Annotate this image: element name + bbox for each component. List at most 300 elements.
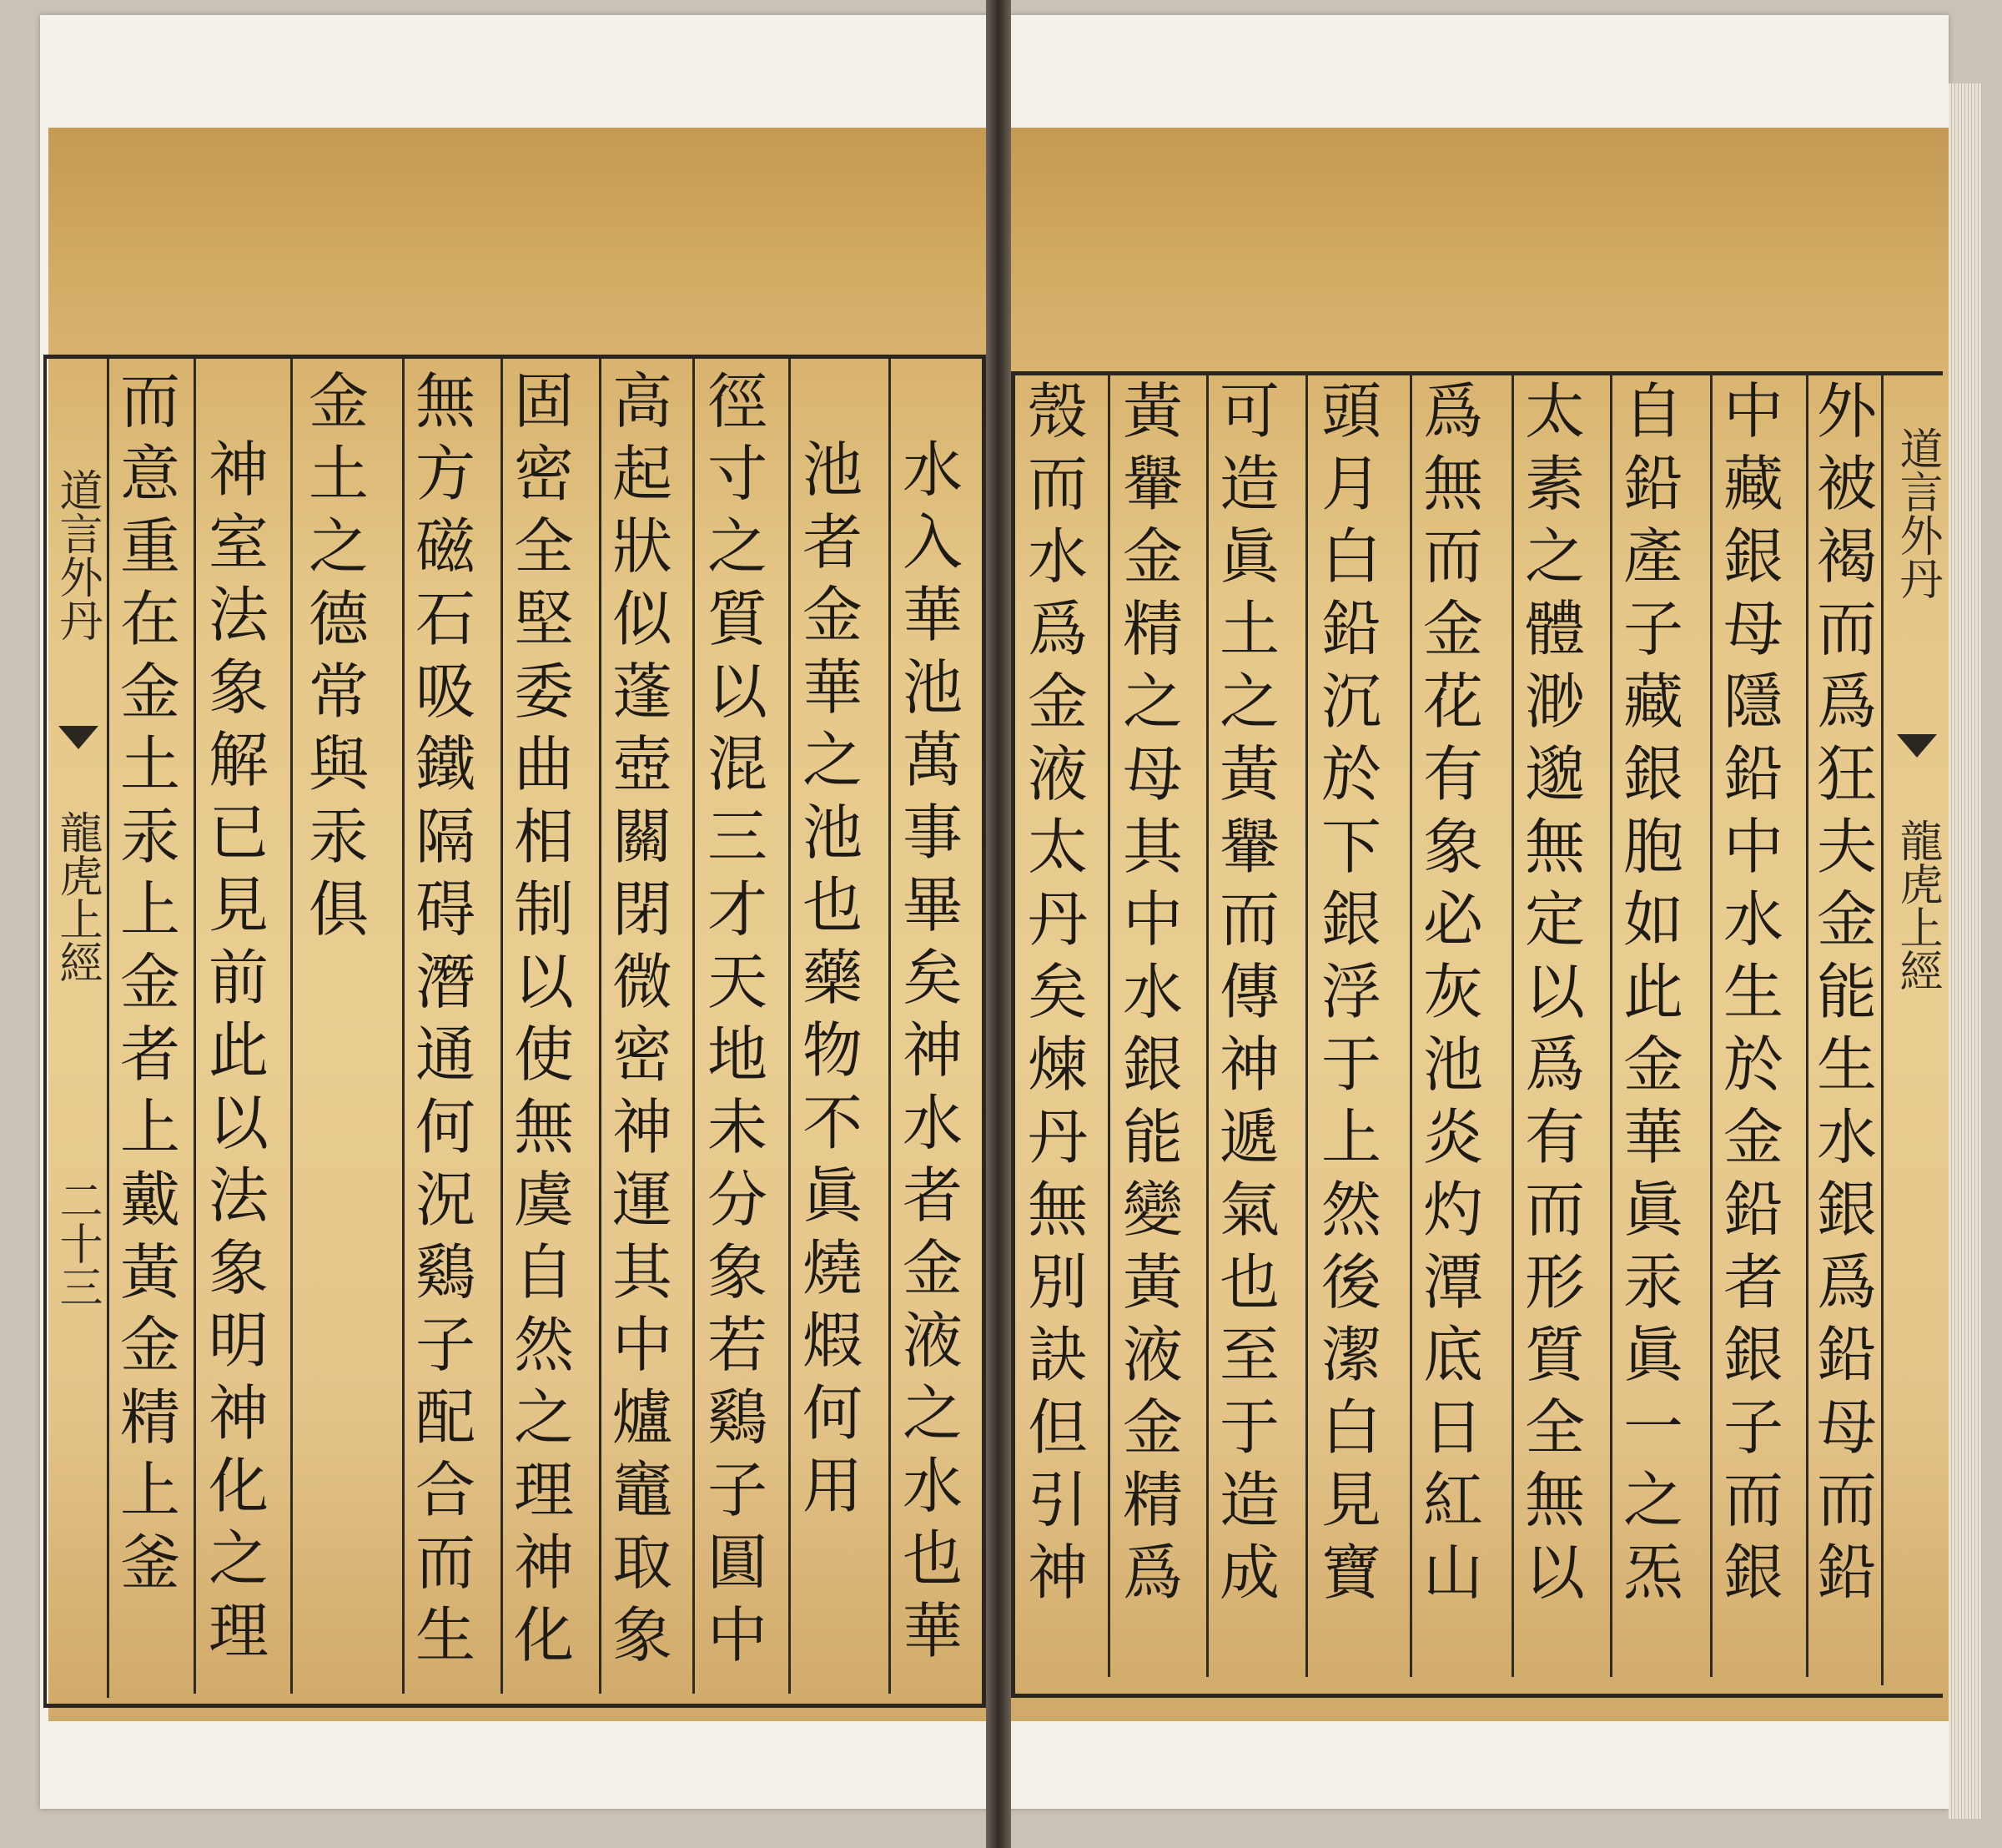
glyph: 神 [1027,1538,1088,1608]
glyph: 無 [1524,1465,1585,1535]
left-column-rule [402,359,405,1694]
glyph: 以 [513,947,574,1017]
glyph: 似 [611,584,672,654]
glyph: 無 [1524,812,1585,882]
glyph: 見 [1320,1465,1381,1535]
glyph: 眞 [1622,1320,1683,1390]
glyph: 也 [1219,1247,1280,1317]
left-banxin-folio [52,1160,102,1327]
glyph: 汞 [119,802,180,872]
glyph: 若 [707,1310,767,1380]
glyph: 褐 [1816,521,1877,592]
glyph: 之 [308,511,369,582]
glyph: 無 [1422,449,1483,519]
glyph: 爲 [1422,376,1483,446]
glyph: 爲 [1122,1538,1183,1608]
glyph: 以 [1524,1538,1585,1608]
glyph: 者 [902,1161,963,1231]
glyph: 金 [802,580,863,650]
right-text-column-6 [1313,375,1390,1609]
left-text-column-4 [604,365,681,1672]
glyph: 子 [1723,1392,1783,1463]
glyph: 之 [1524,521,1585,592]
glyph: 傳 [1219,957,1280,1027]
glyph: 水 [902,1451,963,1521]
glyph: 磁 [415,511,475,582]
glyph: 使 [513,1020,574,1090]
glyph: 鉛 [1816,1320,1877,1390]
glyph: 關 [611,802,672,872]
glyph: 池 [802,435,863,505]
glyph: 渺 [1524,667,1585,737]
glyph: 中 [611,1310,672,1380]
glyph: 自 [513,1237,574,1307]
right-banxin-chapter [1892,784,1942,1026]
glyph: 精 [119,1382,180,1453]
glyph: 汞 [308,802,369,872]
left-banxin-folio-text: 二十三 [52,1178,102,1308]
glyph: 之 [208,1523,269,1594]
glyph: 金 [1622,1030,1683,1100]
glyph: 月 [1320,449,1381,519]
left-text-column-1 [894,434,971,1668]
glyph: 太 [1524,376,1585,446]
glyph: 質 [1524,1320,1585,1390]
glyph: 精 [1122,594,1183,664]
glyph: 中 [1723,376,1783,446]
glyph: 質 [707,584,767,654]
right-text-column-9 [1019,375,1096,1609]
glyph: 眞 [1219,521,1280,592]
glyph: 變 [1122,1175,1183,1245]
glyph: 池 [802,798,863,868]
glyph: 生 [1816,1030,1877,1100]
glyph: 潭 [1422,1247,1483,1317]
glyph: 上 [119,1455,180,1525]
right-column-rule [1710,375,1713,1677]
glyph: 隱 [1723,667,1783,737]
glyph: 化 [513,1600,574,1670]
glyph: 別 [1027,1247,1088,1317]
left-column-rule [599,359,601,1694]
glyph: 而 [1723,1465,1783,1535]
glyph: 水 [1122,957,1183,1027]
glyph: 象 [208,652,269,723]
glyph: 德 [308,584,369,654]
right-column-rule [1206,375,1209,1677]
glyph: 生 [415,1600,475,1670]
glyph: 土 [1219,594,1280,664]
glyph: 其 [611,1237,672,1307]
left-column-rule [500,359,503,1694]
glyph: 造 [1219,449,1280,519]
glyph: 竈 [611,1455,672,1525]
glyph: 水 [1723,884,1783,954]
glyph: 爲 [1027,594,1088,664]
glyph: 藏 [1622,667,1683,737]
glyph: 黃 [1122,1247,1183,1317]
right-text-column-7 [1211,375,1288,1609]
glyph: 碍 [415,874,475,944]
glyph: 象 [611,1600,672,1670]
glyph: 煉 [1027,1030,1088,1100]
glyph: 轝 [1219,812,1280,882]
right-banxin-title [1892,392,1942,634]
glyph: 遞 [1219,1102,1280,1172]
glyph: 產 [1622,521,1683,592]
left-text-column-7 [300,365,377,946]
glyph: 事 [902,798,963,868]
glyph: 精 [1122,1465,1183,1535]
glyph: 寶 [1320,1538,1381,1608]
glyph: 閉 [611,874,672,944]
glyph: 隔 [415,802,475,872]
glyph: 已 [208,798,269,868]
glyph: 如 [1622,884,1683,954]
left-column-rule [888,359,891,1694]
glyph: 矣 [902,943,963,1013]
glyph: 夫 [1816,812,1877,882]
glyph: 常 [308,657,369,727]
glyph: 太 [1027,812,1088,882]
glyph: 外 [1816,376,1877,446]
glyph: 鉛 [1816,1538,1877,1608]
glyph: 起 [611,439,672,509]
glyph: 母 [1122,739,1183,809]
glyph: 殼 [1027,376,1088,446]
glyph: 于 [1320,1030,1381,1100]
glyph: 液 [1027,739,1088,809]
glyph: 銀 [1723,521,1783,592]
glyph: 石 [415,584,475,654]
glyph: 爲 [1816,667,1877,737]
glyph: 鷄 [415,1237,475,1307]
glyph: 方 [415,439,475,509]
glyph: 之 [1122,667,1183,737]
glyph: 胞 [1622,812,1683,882]
glyph: 解 [208,725,269,795]
glyph: 狀 [611,511,672,582]
glyph: 必 [1422,884,1483,954]
glyph: 鷄 [707,1382,767,1453]
right-text-column-2 [1715,375,1792,1609]
glyph: 訣 [1027,1320,1088,1390]
glyph: 但 [1027,1392,1088,1463]
glyph: 引 [1027,1465,1088,1535]
glyph: 配 [415,1382,475,1453]
glyph: 水 [1816,1102,1877,1172]
glyph: 用 [802,1451,863,1521]
glyph: 明 [208,1306,269,1376]
glyph: 煆 [802,1306,863,1376]
glyph: 日 [1422,1392,1483,1463]
left-banxin-chapter-text: 龍虎上經 [52,810,102,984]
glyph: 在 [119,584,180,654]
glyph: 釜 [119,1528,180,1598]
glyph: 畢 [902,870,963,940]
glyph: 能 [1122,1102,1183,1172]
glyph: 通 [415,1020,475,1090]
glyph: 金 [1027,667,1088,737]
glyph: 與 [308,729,369,799]
glyph: 液 [1122,1320,1183,1390]
glyph: 炎 [1422,1102,1483,1172]
glyph: 華 [902,580,963,650]
glyph: 土 [308,439,369,509]
right-fish-tail-ornament [1897,734,1937,758]
glyph: 密 [513,439,574,509]
glyph: 重 [119,511,180,582]
glyph: 也 [902,1523,963,1594]
glyph: 中 [707,1600,767,1670]
glyph: 灰 [1422,957,1483,1027]
glyph: 華 [802,652,863,723]
glyph: 無 [1027,1175,1088,1245]
glyph: 眞 [1622,1175,1683,1245]
glyph: 鉛 [1723,739,1783,809]
glyph: 法 [208,580,269,650]
glyph: 三 [707,802,767,872]
glyph: 混 [707,729,767,799]
glyph: 爲 [1816,1247,1877,1317]
glyph: 固 [513,366,574,436]
left-banxin-chapter [52,776,102,1018]
glyph: 神 [208,1378,269,1448]
glyph: 全 [1524,1392,1585,1463]
glyph: 化 [208,1451,269,1521]
glyph: 矣 [1027,957,1088,1027]
glyph: 者 [802,507,863,577]
glyph: 燒 [802,1233,863,1303]
glyph: 意 [119,439,180,509]
glyph: 銀 [1122,1030,1183,1100]
glyph: 於 [1320,739,1381,809]
left-text-column-9 [112,365,189,1599]
left-column-rule [788,359,791,1694]
glyph: 全 [513,511,574,582]
glyph: 池 [902,652,963,723]
glyph: 其 [1122,812,1183,882]
glyph: 定 [1524,884,1585,954]
glyph: 上 [119,874,180,944]
glyph: 母 [1816,1392,1877,1463]
glyph: 至 [1219,1320,1280,1390]
glyph: 潔 [1320,1320,1381,1390]
glyph: 何 [802,1378,863,1448]
right-banxin-chapter-text: 龍虎上經 [1892,818,1942,992]
glyph: 造 [1219,1465,1280,1535]
glyph: 白 [1320,521,1381,592]
glyph: 神 [208,435,269,505]
glyph: 頭 [1320,376,1381,446]
glyph: 神 [902,1015,963,1085]
glyph: 法 [208,1161,269,1231]
glyph: 以 [208,1088,269,1158]
glyph: 金 [119,947,180,1017]
glyph: 以 [1524,957,1585,1027]
glyph: 金 [119,1310,180,1380]
glyph: 有 [1524,1102,1585,1172]
glyph: 金 [902,1233,963,1303]
glyph: 中 [1723,812,1783,882]
glyph: 合 [415,1455,475,1525]
glyph: 無 [513,1092,574,1162]
left-text-column-6 [407,365,484,1672]
left-column-rule [194,359,196,1694]
glyph: 圓 [707,1528,767,1598]
glyph: 池 [1422,1030,1483,1100]
glyph: 委 [513,657,574,727]
glyph: 銀 [1320,884,1381,954]
glyph: 鐵 [415,729,475,799]
glyph: 俱 [308,874,369,944]
glyph: 以 [707,657,767,727]
glyph: 黃 [1219,739,1280,809]
glyph: 蓬 [611,657,672,727]
glyph: 金 [1422,594,1483,664]
glyph: 白 [1320,1392,1381,1463]
glyph: 成 [1219,1538,1280,1608]
glyph: 下 [1320,812,1381,882]
left-text-column-3 [699,365,776,1672]
glyph: 也 [802,870,863,940]
glyph: 狂 [1816,739,1877,809]
glyph: 金 [1122,521,1183,592]
glyph: 上 [119,1092,180,1162]
glyph: 生 [1723,957,1783,1027]
left-column-rule [290,359,293,1694]
glyph: 鉛 [1622,449,1683,519]
right-column-rule [1410,375,1412,1677]
glyph: 而 [1027,449,1088,519]
glyph: 華 [902,1596,963,1666]
glyph: 氣 [1219,1175,1280,1245]
right-text-column-3 [1615,375,1692,1609]
glyph: 室 [208,507,269,577]
right-text-column-8 [1114,375,1191,1609]
glyph: 之 [1622,1465,1683,1535]
glyph: 密 [611,1020,672,1090]
glyph: 水 [1027,521,1088,592]
glyph: 紅 [1422,1465,1483,1535]
glyph: 此 [208,1015,269,1085]
glyph: 體 [1524,594,1585,664]
glyph: 而 [1422,521,1483,592]
glyph: 而 [415,1528,475,1598]
page-edges [1949,83,1982,1819]
glyph: 萬 [902,725,963,795]
glyph: 之 [902,1378,963,1448]
glyph: 爲 [1524,1030,1585,1100]
glyph: 況 [415,1165,475,1235]
glyph: 爐 [611,1382,672,1453]
glyph: 理 [208,1596,269,1666]
glyph: 花 [1422,667,1483,737]
glyph: 轝 [1122,449,1183,519]
glyph: 者 [119,1020,180,1090]
glyph: 微 [611,947,672,1017]
glyph: 而 [1219,884,1280,954]
glyph: 黃 [119,1237,180,1307]
glyph: 制 [513,874,574,944]
glyph: 汞 [1622,1247,1683,1317]
right-column-rule [1610,375,1612,1677]
glyph: 分 [707,1165,767,1235]
glyph: 金 [1122,1392,1183,1463]
glyph: 金 [1723,1102,1783,1172]
glyph: 未 [707,1092,767,1162]
glyph: 運 [611,1165,672,1235]
glyph: 而 [1524,1175,1585,1245]
glyph: 銀 [1723,1320,1783,1390]
glyph: 藥 [802,943,863,1013]
glyph: 不 [802,1088,863,1158]
glyph: 然 [513,1310,574,1380]
glyph: 取 [611,1528,672,1598]
glyph: 于 [1219,1392,1280,1463]
glyph: 眞 [802,1161,863,1231]
glyph: 山 [1422,1538,1483,1608]
glyph: 而 [1816,594,1877,664]
glyph: 可 [1219,376,1280,446]
glyph: 地 [707,1020,767,1090]
glyph: 鉛 [1320,594,1381,664]
right-text-column-4 [1517,375,1593,1609]
glyph: 中 [1122,884,1183,954]
glyph: 母 [1723,594,1783,664]
glyph: 子 [415,1310,475,1380]
left-column-rule [692,359,695,1694]
glyph: 吸 [415,657,475,727]
glyph: 於 [1723,1030,1783,1100]
glyph: 才 [707,874,767,944]
glyph: 之 [802,725,863,795]
left-banxin-rule [107,359,109,1698]
glyph: 潛 [415,947,475,1017]
glyph: 黃 [1122,376,1183,446]
right-column-rule [1512,375,1514,1677]
glyph: 子 [1622,594,1683,664]
glyph: 物 [802,1015,863,1085]
left-text-column-5 [506,365,582,1672]
glyph: 邈 [1524,739,1585,809]
glyph: 理 [513,1455,574,1525]
glyph: 有 [1422,739,1483,809]
glyph: 水 [902,435,963,505]
glyph: 沉 [1320,667,1381,737]
glyph: 丹 [1027,1102,1088,1172]
glyph: 金 [308,366,369,436]
glyph: 然 [1320,1175,1381,1245]
glyph: 之 [1219,667,1280,737]
glyph: 何 [415,1092,475,1162]
glyph: 水 [902,1088,963,1158]
glyph: 見 [208,870,269,940]
glyph: 丹 [1027,884,1088,954]
glyph: 土 [119,729,180,799]
right-column-rule [1305,375,1308,1677]
glyph: 灼 [1422,1175,1483,1245]
glyph: 徑 [707,366,767,436]
glyph: 銀 [1723,1538,1783,1608]
glyph: 而 [119,366,180,436]
right-banxin-title-text: 道言外丹 [1892,426,1942,600]
right-text-column-5 [1415,375,1491,1609]
glyph: 無 [415,366,475,436]
glyph: 前 [208,943,269,1013]
glyph: 入 [902,507,963,577]
glyph: 銀 [1622,739,1683,809]
